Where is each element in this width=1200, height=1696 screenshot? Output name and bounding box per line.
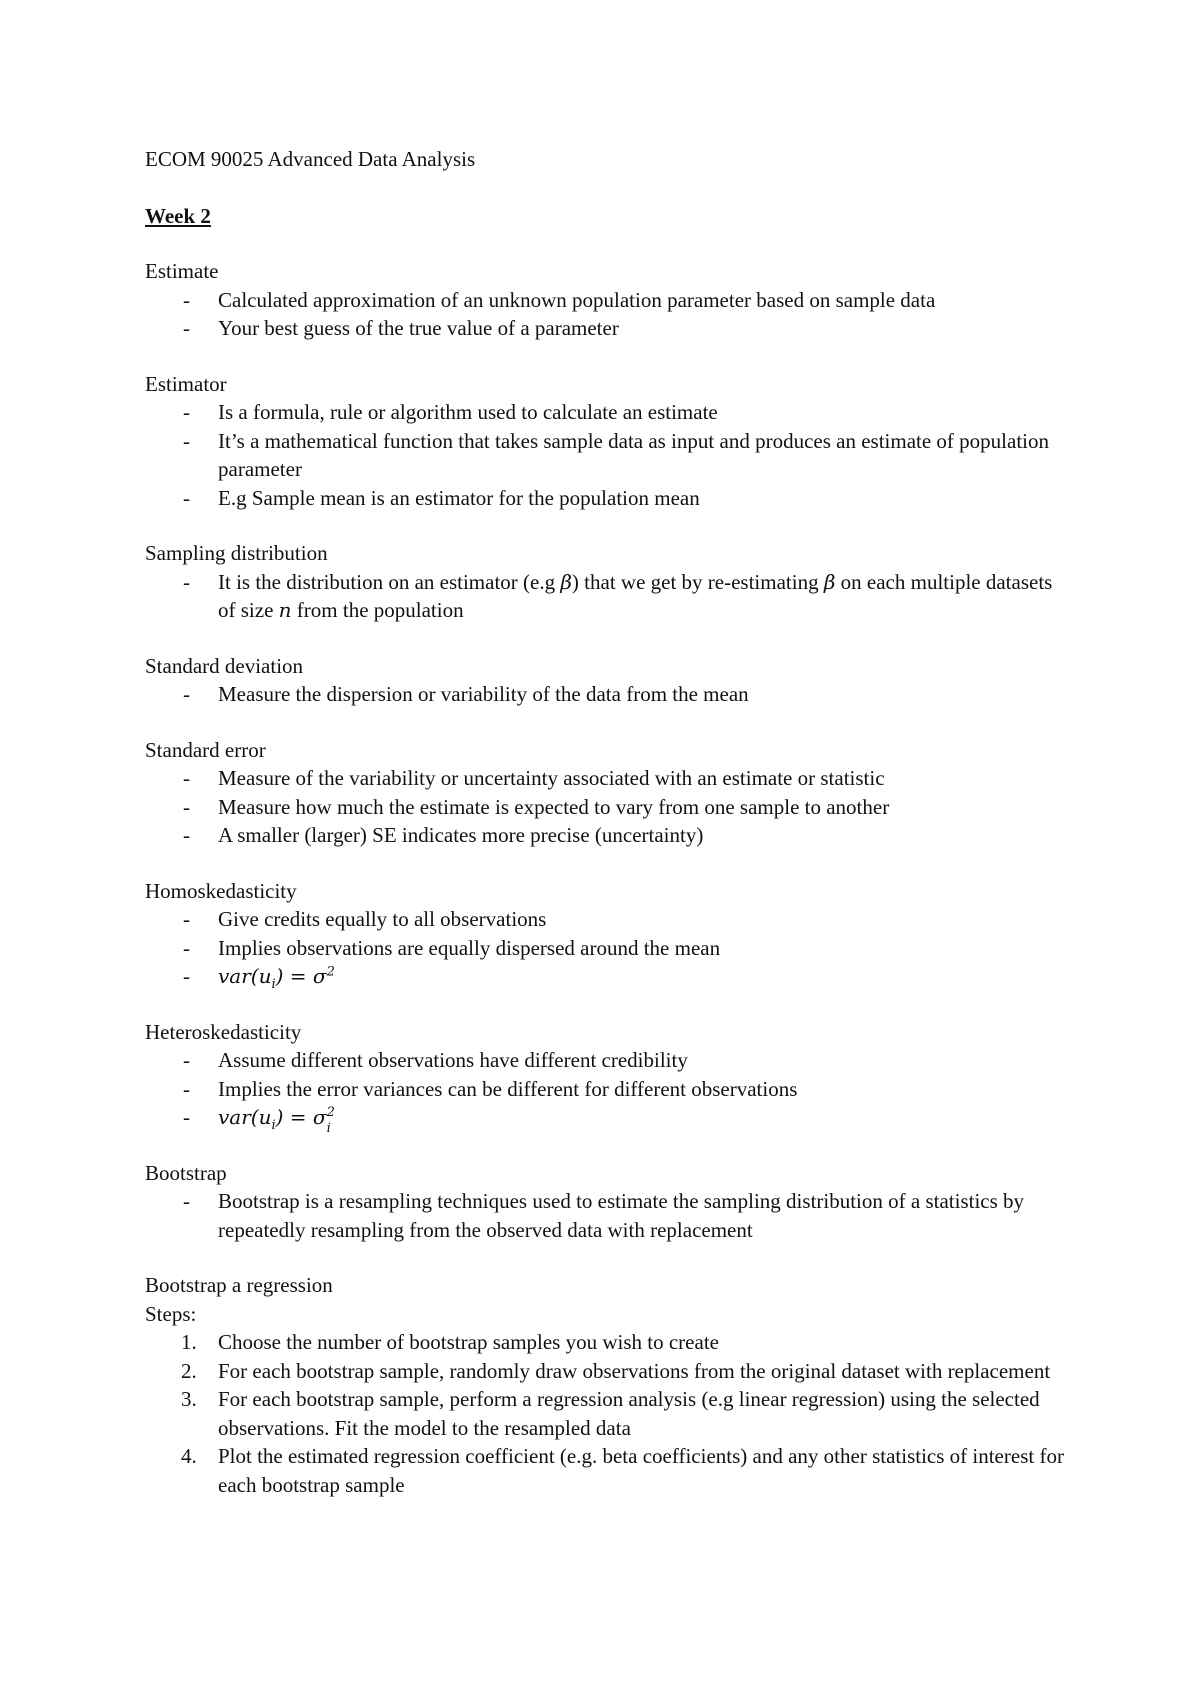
list-item: 3. For each bootstrap sample, perform a regression analysis (e.g linear regression) using the selected observations. Fit the model to the resampled data — [181, 1387, 1040, 1440]
list-item: - Give credits equally to all observations — [145, 905, 1075, 934]
list-item: - Is a formula, rule or algorithm used to calculate an estimate — [145, 398, 1075, 427]
dash-bullet: - — [183, 1105, 190, 1129]
list-item: - Assume different observations have different credibility — [145, 1046, 1075, 1075]
list-item: - E.g Sample mean is an estimator for the population mean — [145, 484, 1075, 513]
dash-bullet: - — [183, 1189, 190, 1213]
section-heteroskedasticity — [145, 1018, 1075, 1136]
dash-bullet: - — [183, 823, 190, 847]
section-estimate — [145, 257, 1075, 343]
document-page — [145, 145, 1075, 1499]
dash-bullet: - — [183, 766, 190, 790]
beta-symbol: β — [560, 569, 572, 594]
list-item: - Measure of the variability or uncertainty associated with an estimate or statistic — [145, 764, 1075, 793]
beta-symbol: β — [823, 569, 836, 594]
section-heading: Standard deviation — [145, 653, 304, 678]
list-item: - Measure how much the estimate is expected to vary from one sample to another — [145, 793, 1075, 822]
list-item: - Implies observations are equally dispersed around the mean — [145, 934, 1075, 963]
section-sampling-distribution — [145, 539, 1075, 625]
step-number: 4. — [181, 1444, 197, 1468]
bullet-list — [145, 1046, 1075, 1136]
list-item: - A smaller (larger) SE indicates more precise (uncertainty) — [145, 821, 1075, 850]
list-item: 2. For each bootstrap sample, randomly draw observations from the original dataset with replacement — [145, 1357, 1075, 1386]
dash-bullet: - — [183, 316, 190, 340]
list-item: - Your best guess of the true value of a parameter — [145, 314, 1075, 343]
section-heading: Heteroskedasticity — [145, 1019, 302, 1044]
section-heading: Bootstrap a regression — [145, 1273, 333, 1297]
section-heading: Homoskedasticity — [145, 878, 297, 903]
section-heading: Estimate — [145, 259, 219, 283]
section-homoskedasticity — [145, 877, 1075, 991]
numbered-list — [145, 1328, 1075, 1499]
dash-bullet: - — [183, 907, 190, 931]
variance-formula: $var(u_i) = \sigma^2$ — [218, 964, 335, 992]
dash-bullet: - — [183, 287, 190, 312]
list-item: - It is the distribution on an estimator (e.g β) that we get by re-estimating β on each multiple datasets of size n from the population — [183, 569, 1053, 622]
list-item — [145, 962, 1075, 991]
list-item — [145, 1103, 1075, 1136]
bullet-list — [145, 1187, 1075, 1244]
dash-bullet: - — [183, 1048, 190, 1072]
bullet-list — [145, 680, 1075, 709]
list-item: - Implies the error variances can be different for different observations — [145, 1075, 1075, 1104]
list-item: 1. Choose the number of bootstrap samples you wish to create — [145, 1328, 1075, 1357]
list-item: 4. Plot the estimated regression coefficient (e.g. beta coefficients) and any other statistics of interest for each bootstrap sample — [181, 1444, 1064, 1497]
dash-bullet: - — [183, 569, 190, 594]
section-heading: Standard error — [145, 737, 266, 762]
variance-formula: $var(u_i) = \sigma$ 2 i — [218, 1105, 335, 1136]
section-bootstrap-regression — [145, 1271, 1075, 1499]
dash-bullet: - — [183, 485, 190, 510]
bullet-list — [145, 398, 1075, 512]
dash-bullet: - — [183, 682, 190, 706]
week-heading: Week 2 — [145, 203, 211, 228]
section-heading: Sampling distribution — [145, 541, 328, 565]
n-symbol: n — [278, 598, 292, 622]
list-item: - It’s a mathematical function that takes sample data as input and produces an estimate of population parameter — [183, 428, 1049, 481]
dash-bullet: - — [183, 400, 190, 424]
bullet-list — [145, 568, 1075, 625]
list-item: - Bootstrap is a resampling techniques used to estimate the sampling distribution of a statistics by repeatedly resampling from the observed data with replacement — [183, 1189, 1025, 1242]
step-number: 3. — [181, 1387, 197, 1411]
dash-bullet: - — [183, 964, 190, 988]
bullet-list — [145, 905, 1075, 991]
section-bootstrap — [145, 1159, 1075, 1245]
dash-bullet: - — [183, 428, 190, 453]
section-heading: Estimator — [145, 371, 227, 396]
dash-bullet: - — [183, 1076, 190, 1101]
section-standard-error — [145, 736, 1075, 850]
bullet-list — [145, 286, 1075, 343]
step-number: 1. — [181, 1330, 197, 1354]
document-title: ECOM 90025 Advanced Data Analysis — [145, 147, 476, 171]
step-number: 2. — [181, 1358, 197, 1383]
steps-label: Steps: — [145, 1301, 197, 1326]
section-standard-deviation — [145, 652, 1075, 709]
dash-bullet: - — [183, 935, 190, 960]
dash-bullet: - — [183, 794, 190, 819]
list-item: - Measure the dispersion or variability of the data from the mean — [145, 680, 1075, 709]
section-heading: Bootstrap — [145, 1160, 227, 1185]
section-estimator — [145, 370, 1075, 513]
bullet-list — [145, 764, 1075, 850]
list-item: - Calculated approximation of an unknown population parameter based on sample data — [145, 286, 1075, 315]
